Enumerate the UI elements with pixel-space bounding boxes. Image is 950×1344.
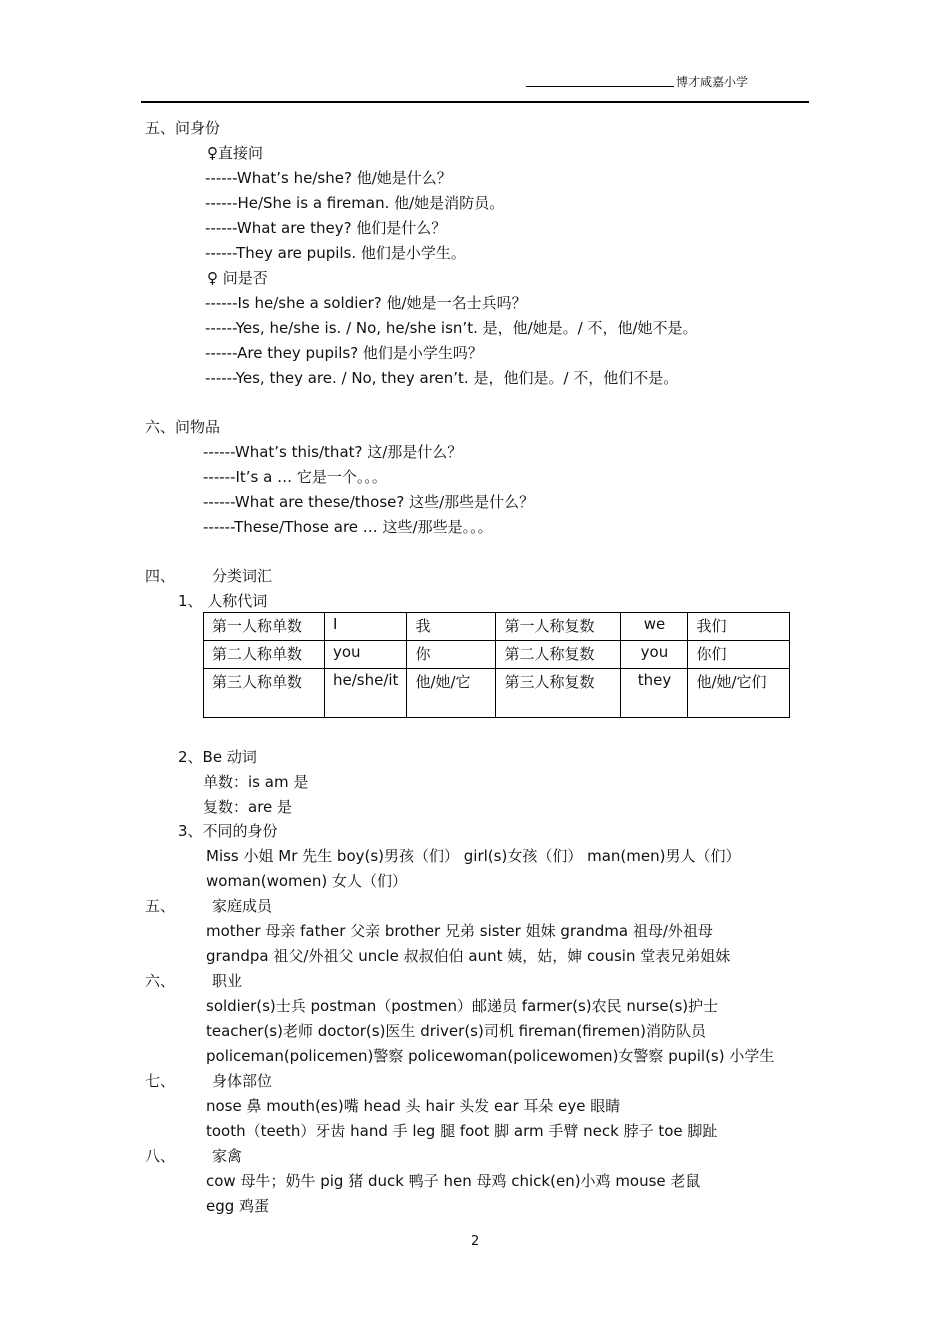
- text-line: ------What’s he/she? 他/她是什么？: [205, 169, 452, 187]
- text-line: ------Yes, he/she is. / No, he/she isn’t. 是，他/她是。/ 不，他/她不是。: [205, 319, 698, 337]
- pronoun-table: [203, 612, 790, 718]
- header-rule: [141, 101, 809, 103]
- table-cell: 我们: [688, 613, 790, 641]
- table-cell: 第一人称单数: [204, 613, 325, 641]
- section-title-identity: 五、问身份: [145, 119, 221, 137]
- subsection-pronouns: 1、 人称代词: [178, 592, 268, 610]
- text-line: ------What are they? 他们是什么？: [205, 219, 447, 237]
- table-cell: 你们: [688, 641, 790, 669]
- text-line: ------They are pupils. 他们是小学生。: [205, 244, 466, 262]
- table-cell: they: [621, 669, 688, 718]
- table-cell: I: [325, 613, 407, 641]
- table-cell: 第二人称复数: [496, 641, 621, 669]
- table-cell: 第二人称单数: [204, 641, 325, 669]
- text-line: nose 鼻 mouth(es)嘴 head 头 hair 头发 ear 耳朵 eye 眼睛: [206, 1097, 621, 1115]
- subsection-yesno: [207, 268, 268, 288]
- section-title-family: 家庭成员: [212, 897, 273, 915]
- text-line: ------It’s a … 它是一个。。。: [203, 468, 387, 486]
- table-cell: you: [621, 641, 688, 669]
- text-line: policeman(policemen)警察 policewoman(policewomen)女警察 pupil(s) 小学生: [206, 1047, 775, 1065]
- text-line: ------What’s this/that? 这/那是什么？: [203, 443, 463, 461]
- text-line: soldier(s)士兵 postman（postmen）邮递员 farmer(s)农民 nurse(s)护士: [206, 997, 719, 1015]
- text-line: ------These/Those are … 这些/那些是。。。: [203, 518, 493, 536]
- text-line: Miss 小姐 Mr 先生 boy(s)男孩（们） girl(s)女孩（们） man(men)男人（们）: [206, 847, 741, 865]
- table-cell: 第一人称复数: [496, 613, 621, 641]
- subsection-label: 问是否: [222, 269, 268, 287]
- table-row: [204, 669, 790, 718]
- section-title-body-parts: 身体部位: [212, 1072, 273, 1090]
- text-line: tooth（teeth）牙齿 hand 手 leg 腿 foot 脚 arm 手臂 neck 脖子 toe 脚趾: [206, 1122, 718, 1140]
- header-underline: [526, 86, 674, 87]
- table-cell: 你: [407, 641, 496, 669]
- table-cell: 第三人称复数: [496, 669, 621, 718]
- table-cell: he/she/it: [325, 669, 407, 718]
- female-symbol-icon: ♀: [207, 269, 218, 287]
- text-line: ------Yes, they are. / No, they aren’t. 是，他们是。/ 不，他们不是。: [205, 369, 679, 387]
- table-cell: you: [325, 641, 407, 669]
- table-row: [204, 641, 790, 669]
- text-line: mother 母亲 father 父亲 brother 兄弟 sister 姐妹 grandma 祖母/外祖母: [206, 922, 713, 940]
- text-line: egg 鸡蛋: [206, 1197, 270, 1215]
- subsection-direct: [207, 143, 263, 163]
- table-row: [204, 613, 790, 641]
- text-line: ------What are these/those? 这些/那些是什么？: [203, 493, 535, 511]
- section-number: 四、: [145, 567, 176, 585]
- table-cell: we: [621, 613, 688, 641]
- text-line: ------He/She is a fireman. 他/她是消防员。: [205, 194, 505, 212]
- table-cell: 他/她/它: [407, 669, 496, 718]
- text-line: ------Is he/she a soldier? 他/她是一名士兵吗？: [205, 294, 527, 312]
- section-number: 六、: [145, 972, 176, 990]
- text-line: 单数：is am 是: [203, 773, 309, 791]
- table-cell: 我: [407, 613, 496, 641]
- text-line: 复数：are 是: [203, 798, 293, 816]
- subsection-label: 直接问: [218, 144, 264, 162]
- section-title-jobs: 职业: [212, 972, 243, 990]
- school-name: 博才咸嘉小学: [676, 75, 749, 89]
- section-number: 五、: [145, 897, 176, 915]
- text-line: ------Are they pupils? 他们是小学生吗？: [205, 344, 483, 362]
- section-title-poultry: 家禽: [212, 1147, 243, 1165]
- text-line: grandpa 祖父/外祖父 uncle 叔叔伯伯 aunt 姨，姑，婶 cousin 堂表兄弟姐妹: [206, 947, 731, 965]
- section-title-vocabulary: 分类词汇: [212, 567, 273, 585]
- subsection-be-verb: 2、Be 动词: [178, 748, 257, 766]
- text-line: teacher(s)老师 doctor(s)医生 driver(s)司机 fireman(firemen)消防队员: [206, 1022, 707, 1040]
- subsection-identities: 3、不同的身份: [178, 822, 278, 840]
- text-line: cow 母牛；奶牛 pig 猪 duck 鸭子 hen 母鸡 chick(en)小鸡 mouse 老鼠: [206, 1172, 701, 1190]
- text-line: woman(women) 女人（们）: [206, 872, 408, 890]
- section-title-objects: 六、问物品: [145, 418, 221, 436]
- table-cell: 他/她/它们: [688, 669, 790, 718]
- section-number: 八、: [145, 1147, 176, 1165]
- section-number: 七、: [145, 1072, 176, 1090]
- table-cell: 第三人称单数: [204, 669, 325, 718]
- page-number: 2: [471, 1234, 480, 1249]
- female-symbol-icon: ♀: [207, 144, 218, 162]
